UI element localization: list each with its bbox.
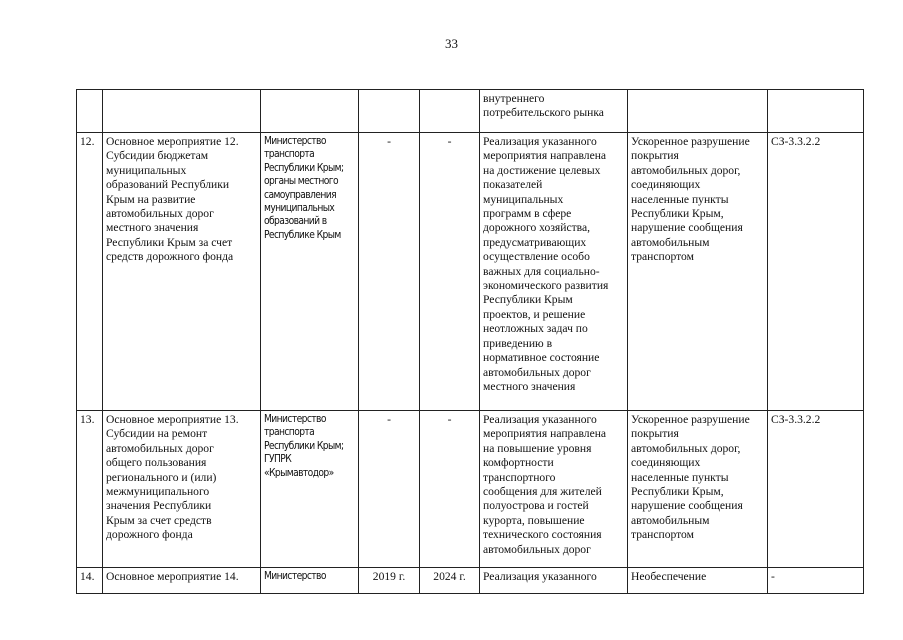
row-number-cell: 14. — [77, 568, 103, 594]
table-row — [77, 568, 864, 594]
measures-table — [76, 89, 864, 594]
executor-cell: Министерство транспорта Республики Крым; органы местного самоуправления муниципальных образований в Республике Крым — [261, 133, 359, 411]
indicator-link-cell: СЗ-3.3.2.2 — [768, 411, 864, 568]
table-row — [77, 411, 864, 568]
table-row — [77, 90, 864, 133]
consequence-cell: Необеспечение — [628, 568, 768, 594]
end-year-cell: - — [420, 133, 480, 411]
indicator-link-cell — [768, 90, 864, 133]
row-number-cell: 12. — [77, 133, 103, 411]
end-year-cell — [420, 90, 480, 133]
measure-name-cell: Основное мероприятие 14. — [103, 568, 261, 594]
expected-result-cell: Реализация указанного мероприятия направлена на повышение уровня комфортности транспортного сообщения для жителей полуострова и гостей курорта, повышение технического состояния автомобильных дорог — [480, 411, 628, 568]
measure-name-cell — [103, 90, 261, 133]
page-number: 33 — [445, 36, 458, 51]
measure-name-cell: Основное мероприятие 12. Субсидии бюджетам муниципальных образований Республики Крым на развитие автомобильных дорог местного значения Республики Крым за счет средств дорожного фонда — [103, 133, 261, 411]
expected-result-cell: Реализация указанного мероприятия направлена на достижение целевых показателей муниципальных программ в сфере дорожного хозяйства, предусматривающих осуществление особо важных для социально- экономического развития Республики Крым проектов, и решение неотложных задач по приведению в нормативное состояние автомобильных дорог местного значения — [480, 133, 628, 411]
start-year-cell — [359, 90, 420, 133]
measure-name-cell: Основное мероприятие 13. Субсидии на ремонт автомобильных дорог общего пользования регионального и (или) межмуниципального значения Республики Крым за счет средств дорожного фонда — [103, 411, 261, 568]
executor-cell — [261, 90, 359, 133]
row-number-cell — [77, 90, 103, 133]
indicator-link-cell: СЗ-3.3.2.2 — [768, 133, 864, 411]
expected-result-cell: внутреннего потребительского рынка — [480, 90, 628, 133]
end-year-cell: 2024 г. — [420, 568, 480, 594]
consequence-cell — [628, 90, 768, 133]
start-year-cell: - — [359, 133, 420, 411]
start-year-cell: 2019 г. — [359, 568, 420, 594]
table-row — [77, 133, 864, 411]
expected-result-cell: Реализация указанного — [480, 568, 628, 594]
consequence-cell: Ускоренное разрушение покрытия автомобильных дорог, соединяющих населенные пункты Республики Крым, нарушение сообщения автомобильным транспортом — [628, 133, 768, 411]
row-number-cell: 13. — [77, 411, 103, 568]
indicator-link-cell: - — [768, 568, 864, 594]
consequence-cell: Ускоренное разрушение покрытия автомобильных дорог, соединяющих населенные пункты Республики Крым, нарушение сообщения автомобильным транспортом — [628, 411, 768, 568]
start-year-cell: - — [359, 411, 420, 568]
end-year-cell: - — [420, 411, 480, 568]
executor-cell: Министерство — [261, 568, 359, 594]
executor-cell: Министерство транспорта Республики Крым; ГУПРК «Крымавтодор» — [261, 411, 359, 568]
